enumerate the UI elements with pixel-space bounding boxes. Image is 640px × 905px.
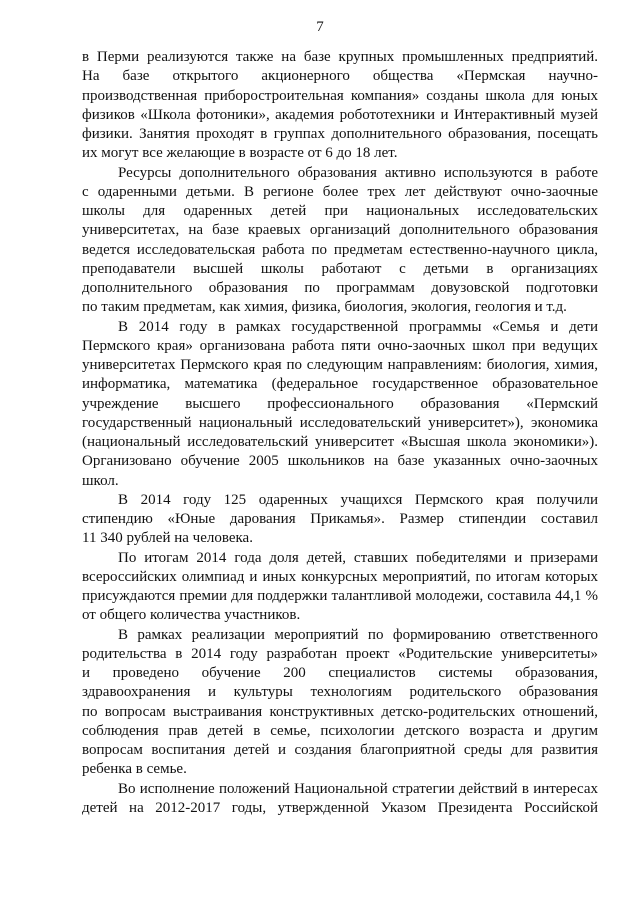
text-line: вопросам воспитания детей и создания благоприятной среды для развития (82, 742, 598, 758)
paragraph (82, 491, 598, 549)
text-line: 11 340 рублей на человека. (82, 530, 253, 547)
text-line: школ. (82, 472, 119, 489)
text-line: стипендию «Юные дарования Прикамья». Размер стипендии составил (82, 511, 598, 527)
text-line: государственный национальный исследовательский университет»), экономика (82, 414, 598, 431)
paragraph (82, 48, 598, 164)
paragraph (82, 318, 598, 491)
text-line: В 2014 году в рамках государственной программы «Семья и дети (118, 318, 598, 335)
text-line: с одаренными детьми. В регионе более трех лет действуют очно-заочные (82, 183, 598, 200)
text-line: физиков «Школа фотоники», академия робототехники и Интерактивный музей (82, 106, 598, 123)
text-line: всероссийских олимпиад и иных конкурсных мероприятий, по итогам которых (82, 568, 598, 585)
text-line: Ресурсы дополнительного образования активно используются в работе (118, 164, 598, 181)
text-line: преподаватели высшей школы работают с детьми в организациях (82, 260, 598, 277)
text-line: и проведено обучение 200 специалистов системы образования, (82, 665, 598, 681)
text-line: В рамках реализации мероприятий по формированию ответственного (118, 626, 598, 643)
text-line: Во исполнение положений Национальной стратегии действий в интересах (118, 780, 598, 797)
text-line: информатика, математика (федеральное государственное образовательное (82, 376, 598, 393)
text-line: школы для одаренных детей при национальных исследовательских (82, 203, 598, 219)
text-line: от общего количества участников. (82, 607, 301, 624)
text-line: их могут все желающие в возрасте от 6 до 18 лет. (82, 145, 398, 162)
text-line: Пермского края» организована работа пяти очно-заочных школ при ведущих (82, 337, 598, 354)
text-line: дополнительного образования по программам довузовской подготовки (82, 280, 598, 296)
text-line: ребенка в семье. (82, 761, 187, 778)
text-line: присуждаются премии для поддержки талантливой молодежи, составила 44,1 % (82, 588, 598, 604)
paragraph (82, 549, 598, 626)
paragraph (82, 626, 598, 780)
text-line: На базе открытого акционерного общества «Пермская научно- (82, 68, 598, 85)
text-line: университетах Пермского края по следующим направлениям: биология, химия, (82, 357, 598, 373)
text-line: физики. Занятия проходят в группах дополнительного образования, посещать (82, 126, 598, 142)
text-line: (национальный исследовательский университет «Высшая школа экономики»). (82, 434, 598, 450)
text-line: детей на 2012-2017 годы, утвержденной Указом Президента Российской (82, 799, 598, 816)
text-line: соблюдения прав детей в семье, психологии детского возраста и другим (82, 722, 598, 739)
text-line: учреждение высшего профессионального образования «Пермский (82, 395, 598, 412)
paragraph (82, 164, 598, 318)
text-line: в Перми реализуются также на базе крупных промышленных предприятий. (82, 49, 598, 65)
text-line: по вопросам выстраивания конструктивных детско-родительских отношений, (82, 703, 598, 720)
page-number: 7 (316, 19, 324, 35)
text-line: В 2014 году 125 одаренных учащихся Пермского края получили (118, 491, 598, 508)
text-line: Организовано обучение 2005 школьников на базе указанных очно-заочных (82, 453, 598, 470)
text-line: родительства в 2014 году разработан проект «Родительские университеты» (82, 645, 598, 662)
paragraph (82, 780, 598, 819)
document-body (82, 48, 598, 818)
text-line: по таким предметам, как химия, физика, биология, экология, геология и т.д. (82, 299, 567, 316)
text-line: здравоохранения и культуры технологиям родительского образования (82, 684, 598, 701)
text-line: По итогам 2014 года доля детей, ставших победителями и призерами (118, 549, 598, 566)
text-line: университетах, на базе краевых организаций дополнительного образования (82, 222, 598, 239)
text-line: ведется исследовательская работа по предметам естественно-научного цикла, (82, 241, 598, 258)
text-line: производственная приборостроительная компания» созданы школа для юных (82, 87, 598, 104)
